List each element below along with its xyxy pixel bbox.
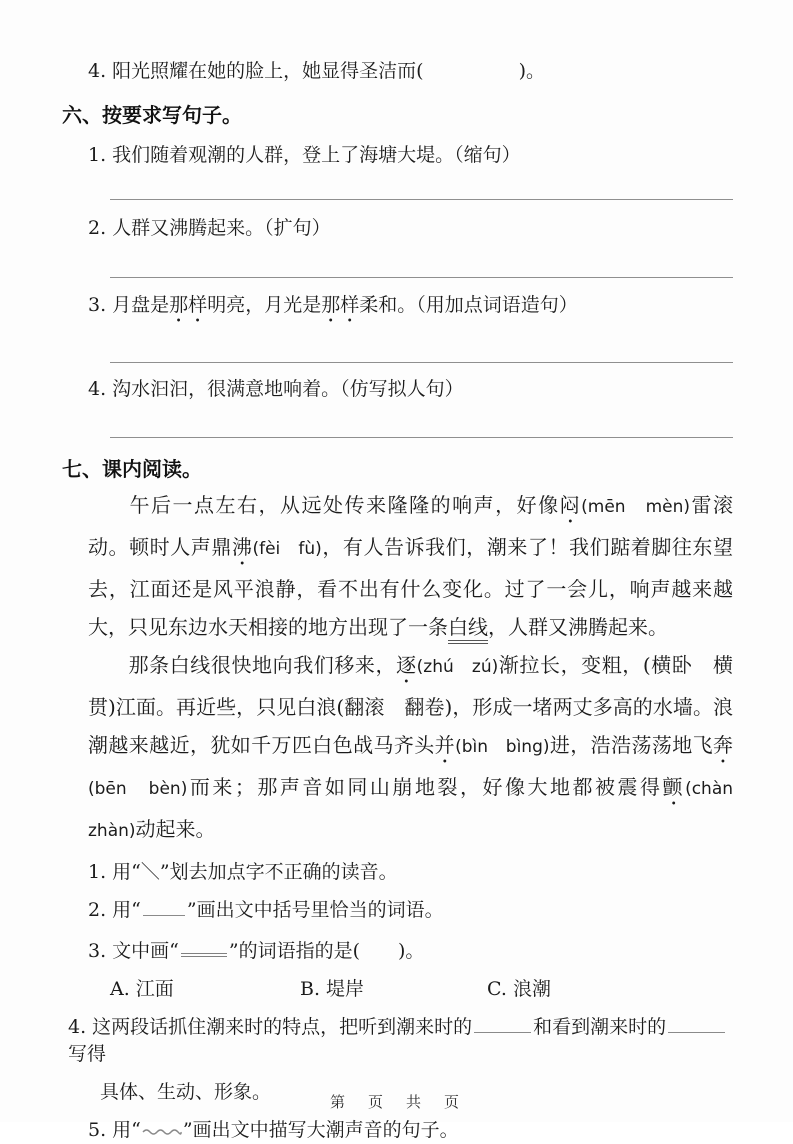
passage-text: 那条白线很快地向我们移来， (128, 653, 397, 677)
question-seven-1: 1. 用“＼”划去加点字不正确的读音。 (88, 861, 398, 883)
question-text: ”的词语指的是( )。 (228, 940, 425, 962)
option-c: C. 浪潮 (487, 978, 551, 1000)
question-seven-4-line2: 具体、生动、形象。 (100, 1081, 272, 1103)
passage-text: ，有人告诉我们，潮来了！我们踮着脚往东望去，江面还是风平浪静，看不出有什么变化。过了一会儿，响声越来越大，只见东边水天相接的地方出现了一条 (88, 535, 733, 639)
question-text: ”画出文中括号里恰当的词语。 (186, 899, 444, 921)
passage-text: 而来；那声音如同山崩地裂，好像大地都被震得 (187, 775, 663, 799)
choice-options-row (110, 976, 733, 1003)
question-text: 柔和。（用加点词语造句） (359, 294, 578, 316)
question-six-2: 2. 人群又沸腾起来。（扩句） (88, 217, 331, 239)
passage-text: 进，浩浩荡荡地飞 (549, 733, 714, 757)
passage-text: 午后一点左右，从远处传来隆隆的响声，好像 (128, 493, 560, 517)
wavy-line-icon (142, 1126, 182, 1136)
pinyin-choices: (mēn mèn) (581, 497, 691, 517)
double-underlined-word: 白线 (448, 615, 488, 644)
answer-blank-double-underline (181, 936, 227, 957)
page-footer: 第 页 共 页 (329, 1093, 463, 1111)
section-six-title: 六、按要求写句子。 (62, 103, 242, 127)
answer-blank-underline (143, 898, 185, 916)
question-prev-4: 4. 阳光照耀在她的脸上，她显得圣洁而( )。 (88, 60, 545, 82)
reading-paragraph-2 (88, 646, 751, 850)
question-six-1: 1. 我们随着观潮的人群，登上了海塘大堤。（缩句） (88, 144, 521, 166)
question-text: 2. 用“ (88, 899, 141, 921)
question-text: 和看到潮来时的 (533, 1016, 667, 1038)
pinyin-choices: (fèi fù) (252, 539, 322, 559)
question-text: 3. 月盘是 (88, 294, 170, 316)
dotted-character: 并 (434, 733, 456, 757)
question-seven-2 (88, 897, 733, 924)
dotted-character: 逐 (396, 653, 417, 677)
answer-blank-underline (668, 1015, 725, 1033)
pinyin-choices: (bēn bèn) (88, 779, 188, 799)
question-seven-5 (88, 1117, 733, 1144)
reading-paragraph-1 (88, 486, 733, 646)
passage-text: 动起来。 (135, 817, 216, 841)
option-b: B. 堤岸 (300, 978, 365, 1000)
question-text: ”画出文中描写大潮声音的句子。 (182, 1119, 459, 1141)
pinyin-choices: (bìn bìng) (455, 737, 550, 757)
question-text: 3. 文中画“ (88, 940, 179, 962)
question-text: 写得 (68, 1043, 107, 1065)
question-text: 明亮，月光是 (207, 294, 322, 316)
answer-line (110, 277, 733, 278)
dotted-character: 颤 (662, 775, 686, 799)
answer-line (110, 437, 733, 438)
answer-line (110, 199, 733, 200)
question-seven-4 (68, 1014, 733, 1068)
passage-text: 雷滚动。顿时人声鼎 (88, 493, 734, 559)
pinyin-choices: (chàn zhàn) (88, 779, 751, 841)
pinyin-choices: (zhú zú) (416, 657, 499, 677)
question-six-4: 4. 沟水汩汩，很满意地响着。（仿写拟人句） (88, 378, 464, 400)
dotted-character: 沸 (231, 535, 253, 559)
answer-blank-underline (474, 1015, 531, 1033)
dotted-word: 那样 (169, 294, 208, 316)
question-six-3 (88, 292, 733, 327)
passage-text: ，人群又沸腾起来。 (488, 615, 668, 639)
dotted-character: 奔 (713, 733, 734, 757)
answer-line (110, 362, 733, 363)
option-a: A. 江面 (110, 978, 174, 1000)
question-text: 5. 用“ (88, 1119, 141, 1141)
dotted-character: 闷 (559, 493, 582, 517)
question-seven-3 (88, 936, 733, 965)
passage-text: 渐拉长，变粗，(横卧 横贯)江面。再近些，只见白浪(翻滚 翻卷)，形成一堵两丈多高的水墙。浪潮越来越近，犹如千万匹白色战马齐头 (88, 653, 733, 757)
dotted-word: 那样 (321, 294, 360, 316)
section-seven-title: 七、课内阅读。 (62, 457, 202, 481)
question-text: 4. 这两段话抓住潮来时的特点，把听到潮来时的 (68, 1016, 473, 1038)
